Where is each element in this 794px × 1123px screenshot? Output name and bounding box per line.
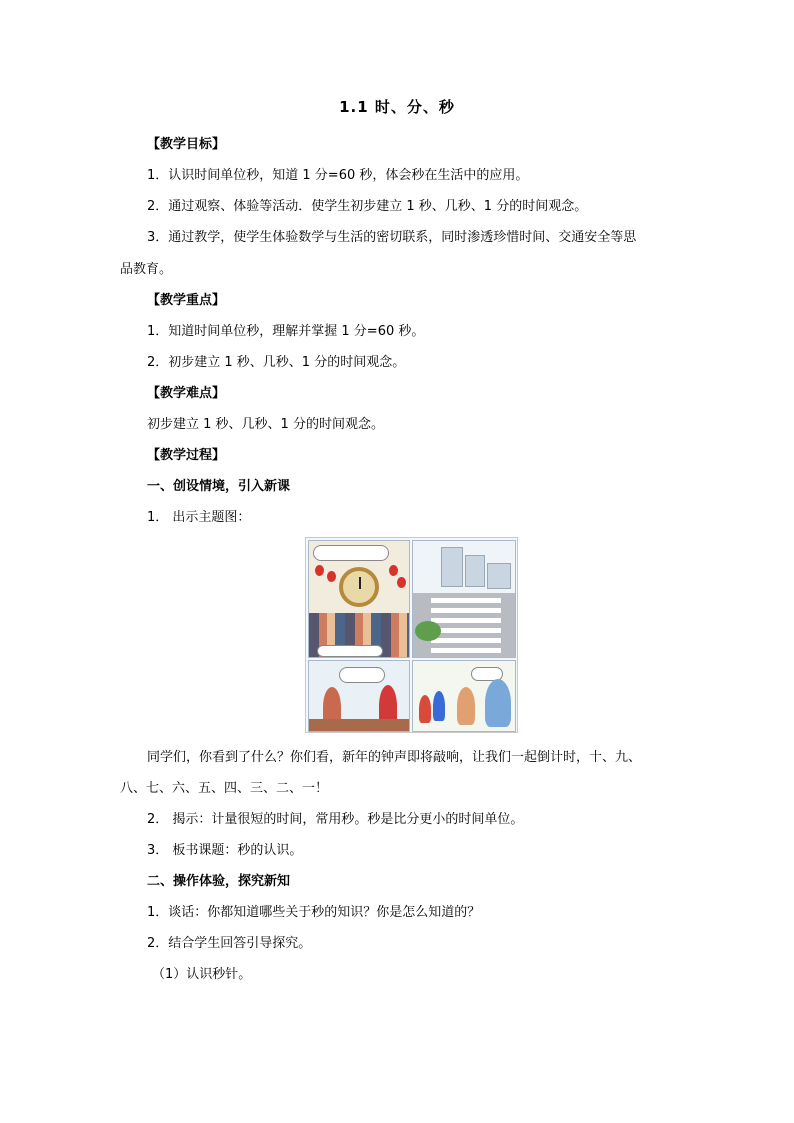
step-2: 2． 揭示：计量很短的时间，常用秒。秒是比分更小的时间单位。	[147, 812, 524, 827]
building-illustration	[487, 563, 511, 589]
focus-item-2: 2．初步建立 1 秒、几秒、1 分的时间观念。	[147, 355, 406, 370]
part2-heading: 二、操作体验，探究新知	[147, 874, 291, 889]
child-illustration	[457, 687, 475, 725]
heading-teaching-process: 【教学过程】	[147, 448, 226, 463]
children-talking-panel	[308, 660, 410, 732]
race-panel	[412, 660, 516, 732]
child-illustration	[433, 691, 445, 721]
building-illustration	[441, 547, 463, 587]
part1-heading: 一、创设情境，引入新课	[147, 479, 291, 494]
goal-item-1: 1．认识时间单位秒，知道 1 分=60 秒，体会秒在生活中的应用。	[147, 168, 529, 183]
sub-item-1: （1）认识秒针。	[152, 967, 252, 982]
lantern-icon	[389, 565, 398, 576]
focus-item-1: 1．知道时间单位秒，理解并掌握 1 分=60 秒。	[147, 324, 425, 339]
heading-teaching-focus: 【教学重点】	[147, 293, 226, 308]
building-illustration	[465, 555, 485, 587]
dialog-line-2: 八、七、六、五、四、三、二、一！	[120, 781, 329, 796]
child-illustration	[485, 679, 511, 727]
clock-icon	[339, 567, 379, 607]
goal-item-3-line1: 3．通过教学，使学生体验数学与生活的密切联系，同时渗透珍惜时间、交通安全等思	[147, 230, 637, 245]
goal-item-2: 2．通过观察、体验等活动．使学生初步建立 1 秒、几秒、1 分的时间观念。	[147, 199, 588, 214]
clock-hand	[359, 577, 361, 589]
heading-teaching-difficulty: 【教学难点】	[147, 386, 226, 401]
crosswalk-panel	[412, 540, 516, 658]
step-1: 1． 出示主题图：	[147, 510, 251, 525]
page-title: 1.1 时、分、秒	[339, 98, 455, 116]
child-illustration	[419, 695, 431, 723]
bush-illustration	[415, 621, 441, 641]
new-year-clock-panel	[308, 540, 410, 658]
difficulty-text: 初步建立 1 秒、几秒、1 分的时间观念。	[147, 417, 384, 432]
dialog-line-1: 同学们，你看到了什么？你们看，新年的钟声即将敲响，让我们一起倒计时，十、九、	[147, 750, 642, 765]
speech-bubble	[313, 545, 389, 561]
lantern-icon	[315, 565, 324, 576]
crosswalk-stripes	[431, 597, 501, 653]
speech-bubble	[317, 645, 383, 657]
step-3: 3． 板书课题：秒的认识。	[147, 843, 303, 858]
ground-illustration	[309, 719, 409, 731]
talk-item-1: 1．谈话：你都知道哪些关于秒的知识？你是怎么知道的？	[147, 905, 481, 920]
goal-item-3-line2: 品教育。	[120, 262, 173, 277]
talk-item-2: 2．结合学生回答引导探究。	[147, 936, 312, 951]
speech-bubble	[339, 667, 385, 683]
theme-illustration	[305, 537, 518, 733]
lantern-icon	[397, 577, 406, 588]
heading-teaching-goals: 【教学目标】	[147, 137, 226, 152]
lantern-icon	[327, 571, 336, 582]
